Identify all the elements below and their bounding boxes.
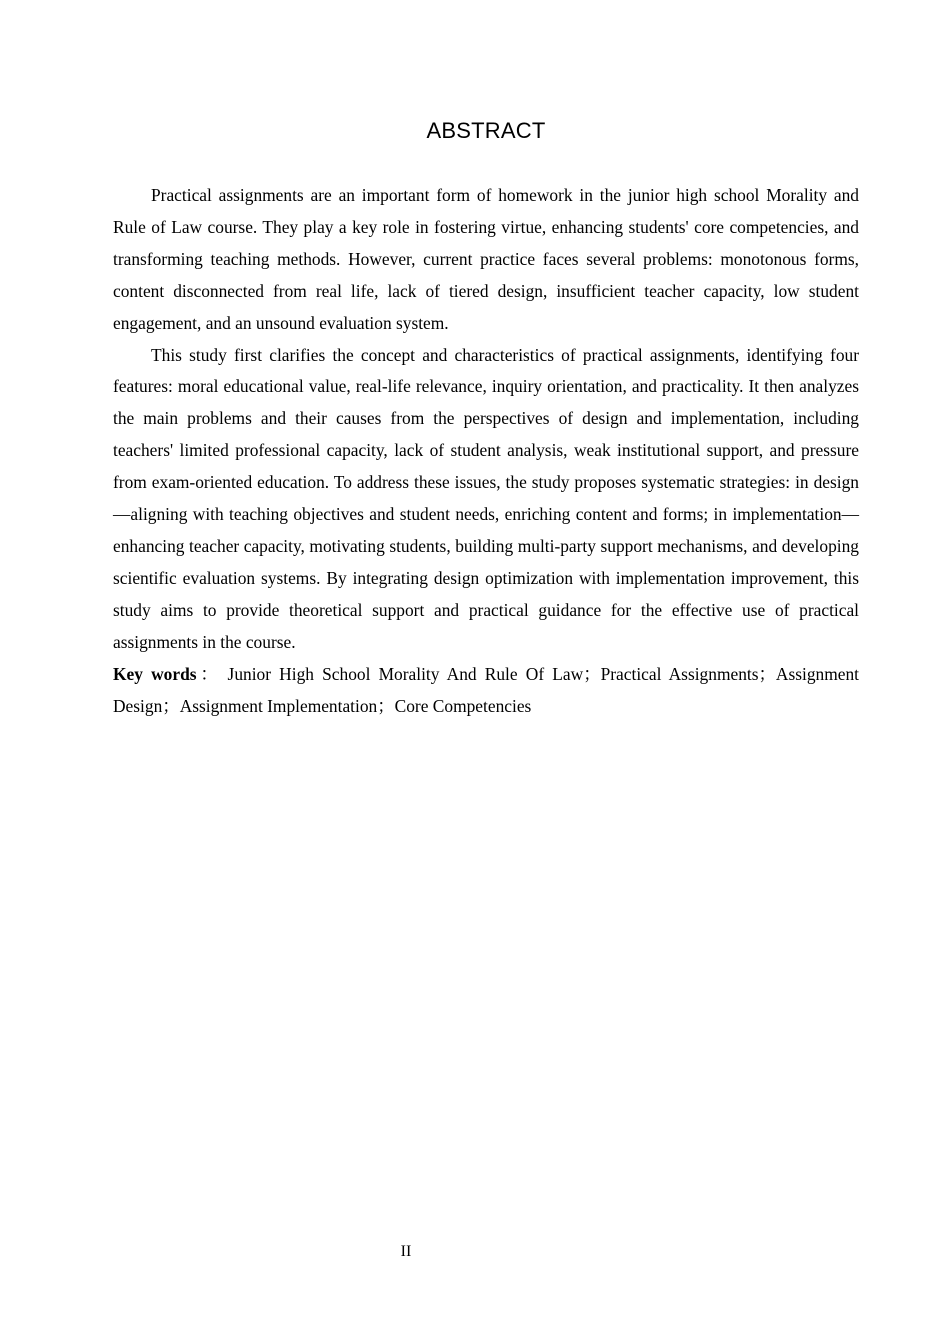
abstract-paragraph-2: This study first clarifies the concept and characteristics of practical assignments, identifying four features: moral educational value, real-life relevance, inquiry orientation, and practicality. It then analyzes the main problems and their causes from the perspectives of design and implementation, including teachers' limited professional capacity, lack of student analysis, weak institutional support, and pressure from exam-oriented education. To address these issues, the study proposes systematic strategies: in design—aligning with teaching objectives and student needs, enriching content and forms; in implementation—enhancing teacher capacity, motivating students, building multi-party support mechanisms, and developing scientific evaluation systems. By integrating design optimization with implementation improvement, this study aims to provide theoretical support and practical guidance for the effective use of practical assignments in the course. xyxy=(113,344,859,652)
keyword-separator: ； xyxy=(377,695,395,716)
keywords-line xyxy=(113,659,859,723)
keyword-separator: ； xyxy=(758,663,776,684)
keywords-label-separator: ： xyxy=(196,663,222,684)
keyword-item: Core Competencies xyxy=(394,695,532,716)
keyword-item: Junior High School Morality And Rule Of Law xyxy=(227,663,584,684)
keyword-item: Assignment Design xyxy=(113,663,859,716)
abstract-body xyxy=(113,180,859,722)
abstract-title: ABSTRACT xyxy=(426,118,546,143)
keyword-item: Practical Assignments xyxy=(600,663,759,684)
keywords-label: Key words xyxy=(113,663,197,684)
keyword-separator: ； xyxy=(162,695,180,716)
page-number: II xyxy=(400,1243,412,1260)
abstract-paragraph-1: Practical assignments are an important form of homework in the junior high school Morality and Rule of Law course. They play a key role in fostering virtue, enhancing students' core competencies, and transforming teaching methods. However, current practice faces several problems: monotonous forms, content disconnected from real life, lack of tiered design, insufficient teacher capacity, low student engagement, and an unsound evaluation system. xyxy=(113,185,859,333)
keyword-item: Assignment Implementation xyxy=(179,695,378,716)
keyword-separator: ； xyxy=(583,663,601,684)
